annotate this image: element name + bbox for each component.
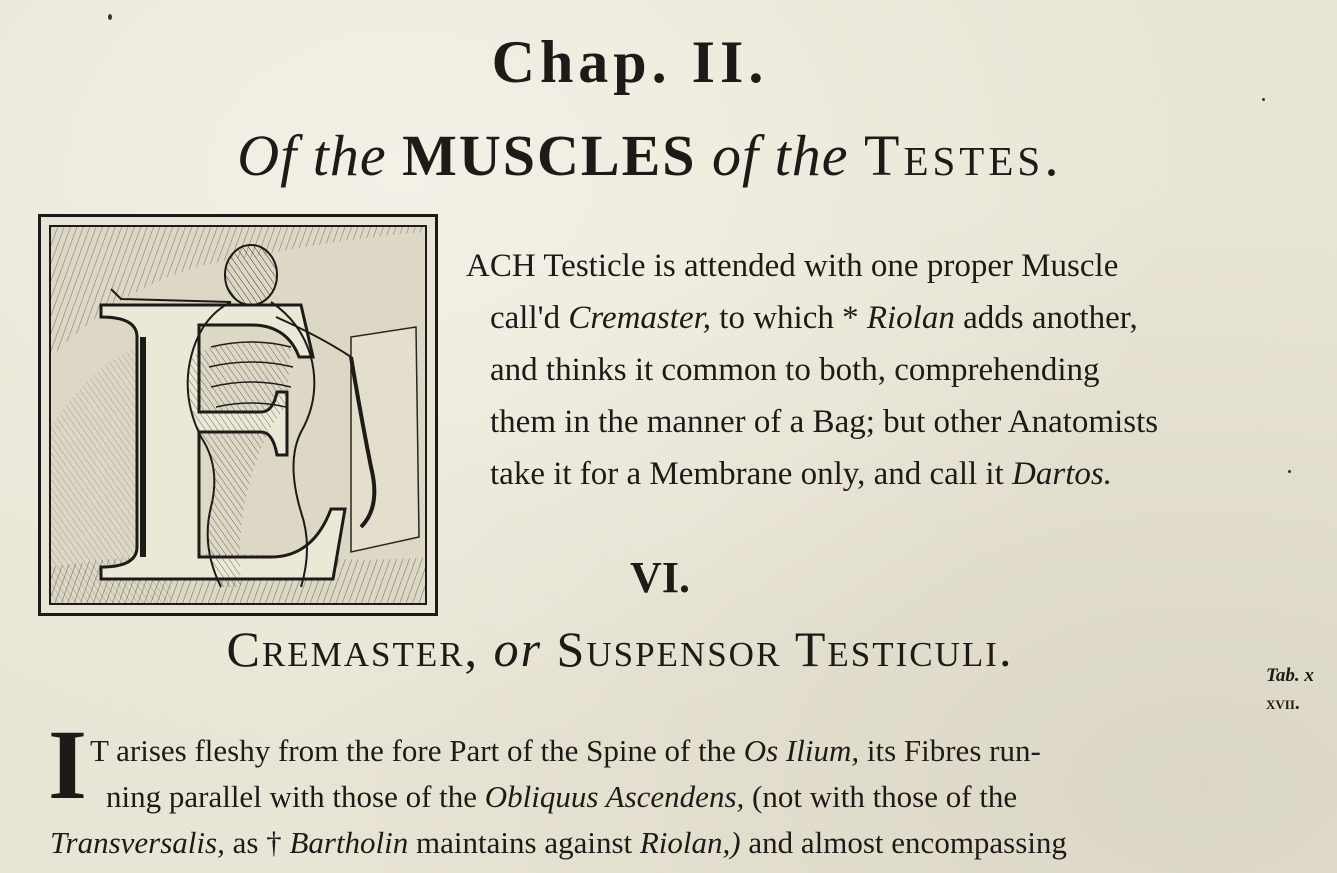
para1-line-3: and thinks it common to both, comprehending bbox=[490, 352, 1100, 388]
para2-line-3 bbox=[50, 820, 1260, 866]
drop-cap-i: I bbox=[48, 709, 87, 820]
subtitle-of-the-2: of the bbox=[712, 123, 849, 188]
text-maintains: maintains against bbox=[416, 825, 633, 860]
term-transversalis: Transversalis, bbox=[50, 825, 225, 860]
name-riolan-2: Riolan,) bbox=[639, 825, 741, 860]
margin-note-line-2: xvii. bbox=[1266, 693, 1300, 714]
title-or: or bbox=[493, 621, 543, 677]
paragraph-intro bbox=[466, 240, 1266, 500]
anatomical-figure-engraving bbox=[51, 227, 427, 605]
term-obliquus: Obliquus Ascendens, bbox=[484, 779, 745, 814]
text-ning-parallel: ning parallel with those of the bbox=[106, 779, 478, 814]
term-os-ilium: Os Ilium, bbox=[743, 733, 860, 768]
para2-line-1 bbox=[90, 728, 1260, 774]
subtitle-muscles: MUSCLES bbox=[402, 123, 697, 188]
chapter-subtitle bbox=[0, 122, 1300, 189]
text-fibres: its Fibres run- bbox=[866, 733, 1041, 768]
para1-line-2 bbox=[466, 292, 1266, 344]
para1-line-4: them in the manner of a Bag; but other Anatomists bbox=[490, 404, 1159, 440]
text-arises: T arises fleshy from the fore Part of the Spine of the bbox=[90, 733, 736, 768]
name-bartholin: Bartholin bbox=[289, 825, 409, 860]
text-take-it: take it for a Membrane only, and call it bbox=[490, 456, 1004, 492]
text-encompassing: and almost encompassing bbox=[748, 825, 1067, 860]
paper-speck bbox=[1288, 470, 1291, 473]
subtitle-testes: Testes. bbox=[864, 123, 1063, 188]
section-number: VI. bbox=[630, 553, 690, 602]
ornamental-initial-e bbox=[38, 214, 438, 616]
paragraph-origin bbox=[50, 728, 1260, 866]
text-adds-another: adds another, bbox=[963, 300, 1138, 336]
term-cremaster: Cremaster, bbox=[568, 300, 712, 336]
title-cremaster: Cremaster, bbox=[226, 621, 480, 677]
para2-line-2 bbox=[90, 774, 1260, 820]
section-title bbox=[60, 620, 1180, 678]
paper-speck bbox=[108, 14, 112, 20]
paper-speck bbox=[1262, 98, 1265, 101]
engraving-panel bbox=[49, 225, 427, 605]
margin-note-tab bbox=[1266, 662, 1314, 718]
title-suspensor: Suspensor Testiculi. bbox=[556, 621, 1014, 677]
text-calld: call'd bbox=[490, 300, 561, 336]
subtitle-of-the: Of the bbox=[237, 123, 387, 188]
para1-line-5 bbox=[466, 448, 1266, 500]
text-as-dagger: as † bbox=[232, 825, 282, 860]
text-to-which: to which * bbox=[719, 300, 859, 336]
term-dartos: Dartos. bbox=[1012, 456, 1112, 492]
text-not-with: (not with those of the bbox=[752, 779, 1018, 814]
para1-line-1: ACH Testicle is attended with one proper Muscle bbox=[466, 248, 1119, 284]
chapter-heading: Chap. II. bbox=[491, 29, 769, 95]
margin-note-line-1: Tab. x bbox=[1266, 665, 1314, 686]
name-riolan: Riolan bbox=[866, 300, 955, 336]
